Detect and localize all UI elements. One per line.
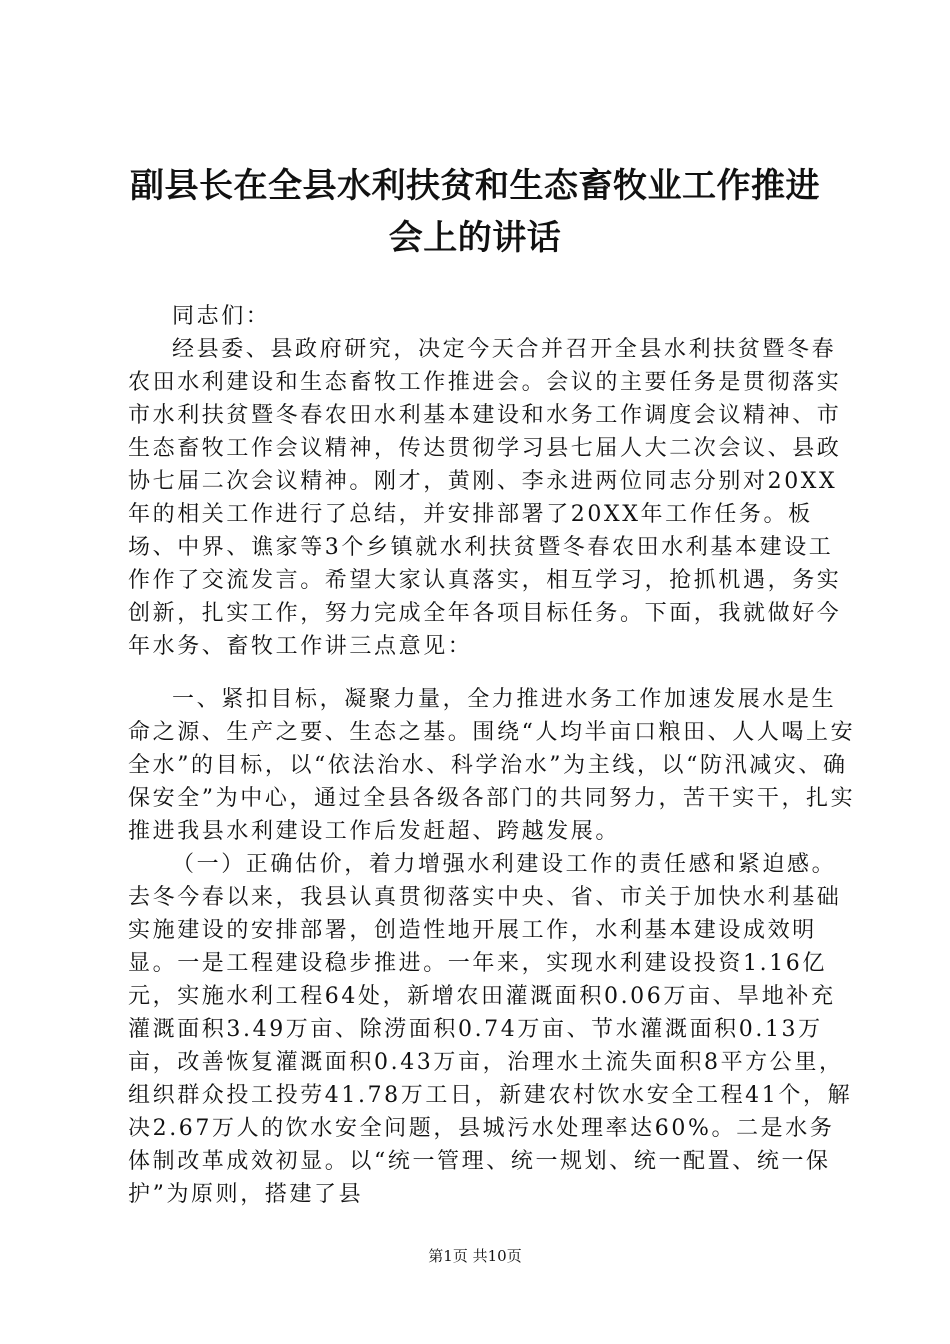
- paragraph-section-one: 一、紧扣目标，凝聚力量，全力推进水务工作加速发展水是生命之源、生产之要、生态之基。围绕“人均半亩口粮田、人人喝上安全水”的目标，以“依法治水、科学治水”为主线，以“防汛减灾、确保安全”为中心，通过全县各级各部门的共同努力，苦干实干，扎实推进我县水利建设工作后发赶超、跨越发展。: [128, 687, 856, 844]
- paragraph-intro: 经县委、县政府研究，决定今天合并召开全县水利扶贫暨冬春农田水利建设和生态畜牧工作推进会。会议的主要任务是贯彻落实市水利扶贫暨冬春农田水利基本建设和水务工作调度会议精神、市生态畜牧工作会议精神，传达贯彻学习县七届人大二次会议、县政协七届二次会议精神。刚才，黄刚、李永进两位同志分别对20XX年的相关工作进行了总结，并安排部署了20XX年工作任务。板场、中界、谯家等3个乡镇就水利扶贫暨冬春农田水利基本建设工作作了交流发言。希望大家认真落实，相互学习，抢抓机遇，务实创新，扎实工作，努力完成全年各项目标任务。下面，我就做好今年水务、畜牧工作讲三点意见：: [128, 337, 842, 659]
- salutation: 同志们：: [172, 304, 271, 329]
- title-line-2: 会上的讲话: [388, 218, 562, 258]
- document-body: [128, 300, 856, 1211]
- title-line-1: 副县长在全县水利扶贫和生态畜牧业工作推进: [130, 166, 820, 206]
- paragraph-subsection-one: （一）正确估价，着力增强水利建设工作的责任感和紧迫感。去冬今春以来，我县认真贯彻落实中央、省、市关于加快水利基础实施建设的安排部署，创造性地开展工作，水利基本建设成效明显。一是工程建设稳步推进。一年来，实现水利建设投资1.16亿元，实施水利工程64处，新增农田灌溉面积0.06万亩、旱地补充灌溉面积3.49万亩、除涝面积0.74万亩、节水灌溉面积0.13万亩，改善恢复灌溉面积0.43万亩，治理水土流失面积8平方公里，组织群众投工投劳41.78万工日，新建农村饮水安全工程41个，解决2.67万人的饮水安全问题，县城污水处理率达60%。二是水务体制改革成效初显。以“统一管理、统一规划、统一配置、统一保护”为原则，搭建了县: [128, 852, 853, 1207]
- page-footer: 第1页 共10页: [428, 1247, 522, 1265]
- document-title: [95, 160, 855, 264]
